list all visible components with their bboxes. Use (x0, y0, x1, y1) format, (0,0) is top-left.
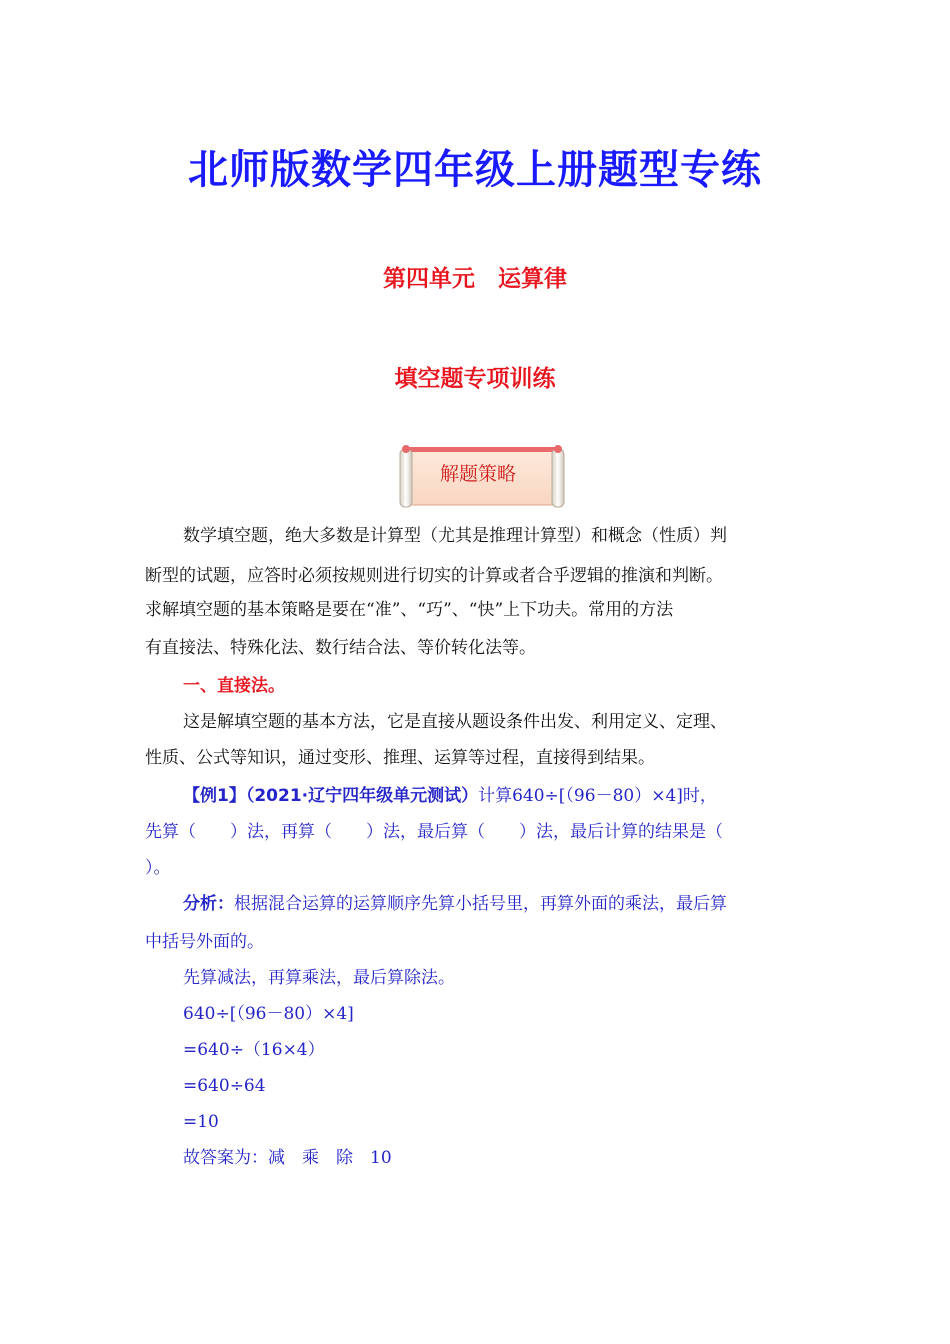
intro-line-1: 数学填空题，绝大多数是计算型（尤其是推理计算型）和概念（性质）判 (183, 526, 727, 546)
solution-step: =640÷64 (183, 1076, 266, 1096)
section-title: 填空题专项训练 (394, 366, 556, 392)
analysis-label: 分析： (183, 894, 234, 914)
banner-label: 解题策略 (439, 463, 516, 485)
intro-line-4: 有直接法、特殊化法、数行结合法、等价转化法等。 (145, 638, 536, 658)
solution-step: =10 (183, 1112, 219, 1132)
method-heading: 一、直接法。 (183, 676, 285, 696)
solution-step: =640÷（16×4） (183, 1040, 325, 1060)
intro-line-2: 断型的试题，应答时必须按规则进行切实的计算或者合乎逻辑的推演和判断。 (145, 566, 723, 586)
example-question-line-1 (183, 784, 853, 808)
strategy-scroll-banner (397, 441, 567, 513)
analysis-line-2: 中括号外面的。 (145, 932, 264, 952)
document-title: 北师版数学四年级上册题型专练 (188, 147, 762, 193)
example-question-line-2: 先算（ ）法，再算（ ）法，最后算（ ）法，最后计算的结果是（ (145, 822, 723, 842)
example-question-line-3: ）。 (145, 858, 171, 878)
intro-line-3: 求解填空题的基本策略是要在“准”、“巧”、“快”上下功夫。常用的方法 (145, 600, 674, 620)
example-tag: 【例1】（2021·辽宁四年级单元测试） (183, 786, 479, 806)
analysis-text: 根据混合运算的运算顺序先算小括号里，再算外面的乘法，最后算 (234, 894, 727, 914)
solution-step: 640÷[（96－80）×4] (183, 1004, 354, 1024)
method-desc-line-1: 这是解填空题的基本方法，它是直接从题设条件出发、利用定义、定理、 (183, 712, 727, 732)
final-answer: 故答案为：减 乘 除 10 (183, 1148, 392, 1168)
analysis-line-1 (183, 892, 853, 916)
unit-title: 第四单元 运算律 (383, 266, 567, 292)
solution-step: 先算减法，再算乘法，最后算除法。 (183, 968, 455, 988)
example-question-start: 计算640÷[（96－80）×4]时， (478, 786, 717, 806)
method-desc-line-2: 性质、公式等知识，通过变形、推理、运算等过程，直接得到结果。 (145, 748, 655, 768)
